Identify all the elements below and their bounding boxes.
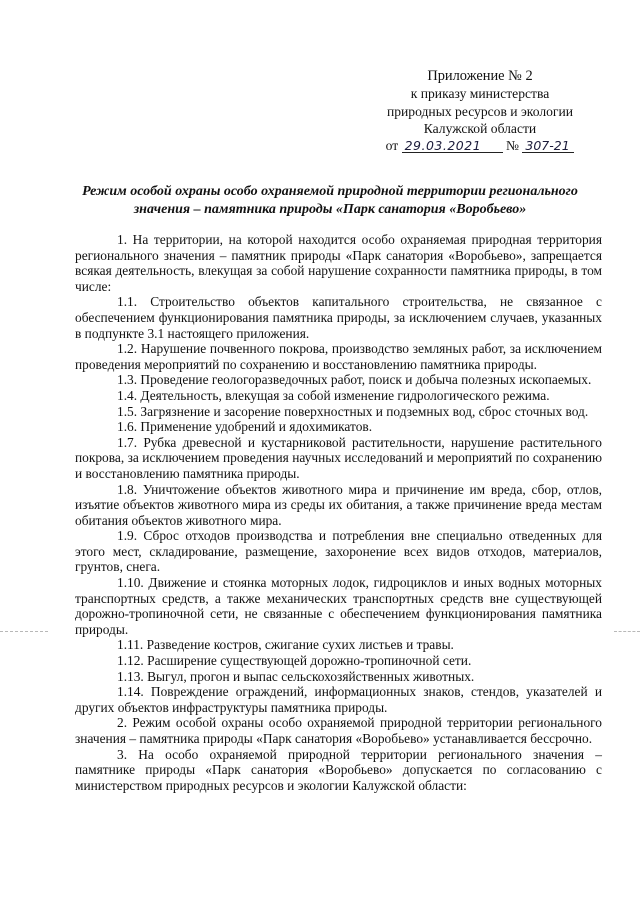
paragraph: 1.7. Рубка древесной и кустарниковой растительности, нарушение растительного покрова, за исключением проведения научных исследований и мероприятий по сохранению и восстановлению памятника природы. (75, 434, 602, 481)
appendix-line: природных ресурсов и экологии (386, 103, 574, 119)
appendix-header (360, 68, 600, 154)
paragraph: 1.10. Движение и стоянка моторных лодок, гидроциклов и иных водных моторных транспортных средств, а также механических транспортных средств вне существующей дорожно-тропиночной сети, не связанные с обеспечением функционирования памятника природы. (75, 575, 602, 637)
document-body (75, 232, 602, 793)
appendix-line: Калужской области (423, 120, 537, 136)
paragraph: 1.1. Строительство объектов капитального строительства, не связанное с обеспечением функционирования памятника природы, за исключением случаев, указанных в подпункте 3.1 настоящего приложения. (75, 294, 602, 341)
document-title: Режим особой охраны особо охраняемой природной территории регионального значения – памятника природы «Парк санатория «Воробьево» (82, 184, 578, 217)
order-date-number-line (360, 137, 600, 154)
paragraph: 1.12. Расширение существующей дорожно-тропиночной сети. (117, 653, 472, 669)
number-prefix: № (505, 138, 519, 154)
paragraph: 1.13. Выгул, прогон и выпас сельскохозяйственных животных. (117, 668, 475, 684)
paragraph: 1.3. Проведение геологоразведочных работ, поиск и добыча полезных ископаемых. (117, 372, 592, 388)
paragraph: 1. На территории, на которой находится особо охраняемая природная территория регионального значения – памятник природы «Парк санатория «Воробьево», запрещается всякая деятельность, влекущая за собой нарушение сохранности памятника природы, в том числе: (75, 232, 602, 294)
appendix-line: к приказу министерства (410, 86, 550, 102)
paragraph: 1.9. Сброс отходов производства и потребления вне специально отведенных для этого мест, складирование, размещение, захоронение всех видов отходов, материалов, грунтов, снега. (75, 528, 602, 575)
paragraph: 1.2. Нарушение почвенного покрова, производство земляных работ, за исключением проведения мероприятий по сохранению и восстановлению памятника природы. (75, 341, 602, 372)
scan-fold-mark (0, 631, 48, 632)
order-number-handwritten: 307-21 (522, 139, 574, 153)
paragraph: 1.14. Повреждение ограждений, информационных знаков, стендов, указателей и других объектов инфраструктуры памятника природы. (75, 684, 602, 715)
order-date-handwritten: 29.03.2021 (402, 139, 503, 153)
paragraph: 3. На особо охраняемой природной территории регионального значения – памятнике природы «Парк санатория «Воробьево» допускается по согласованию с министерством природных ресурсов и экологии Калужской области: (75, 746, 602, 793)
paragraph: 1.4. Деятельность, влекущая за собой изменение гидрологического режима. (117, 387, 550, 403)
paragraph: 1.5. Загрязнение и засорение поверхностных и подземных вод, сброс сточных вод. (117, 403, 589, 419)
paragraph: 1.6. Применение удобрений и ядохимикатов. (117, 419, 373, 435)
appendix-title: Приложение № 2 (427, 68, 533, 84)
paragraph: 1.11. Разведение костров, сжигание сухих листьев и травы. (117, 637, 454, 653)
date-prefix: от (385, 138, 399, 154)
scan-fold-mark (614, 631, 640, 632)
paragraph: 1.8. Уничтожение объектов животного мира и причинение им вреда, сбор, отлов, изъятие объектов животного мира из среды их обитания, а также причинение вреда местам обитания объектов животного мира. (75, 481, 602, 528)
paragraph: 2. Режим особой охраны особо охраняемой природной территории регионального значения – памятника природы «Парк санатория «Воробьево» устанавливается бессрочно. (75, 715, 602, 746)
